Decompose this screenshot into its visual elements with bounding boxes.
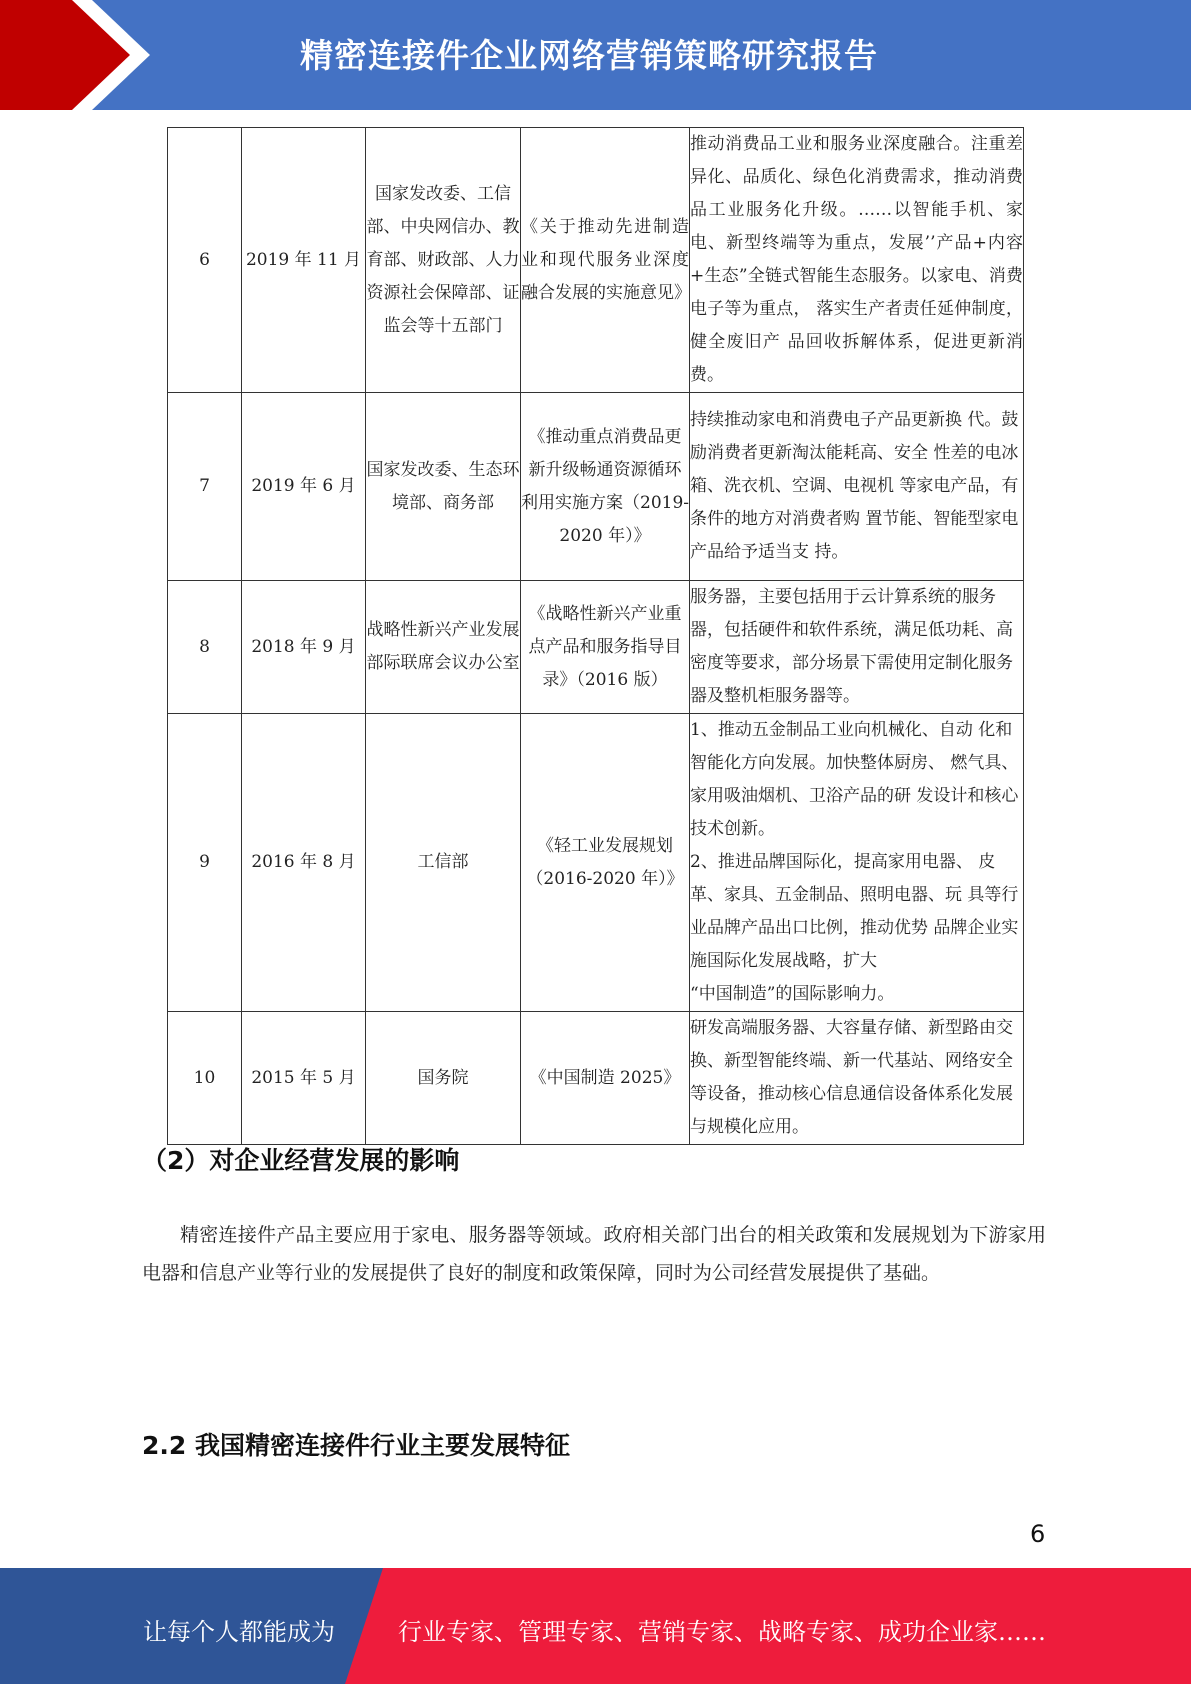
issuing-department: 国家发改委、工信部、中央网信办、教育部、财政部、人力资源社会保障部、证监会等十五部门 <box>366 128 521 393</box>
issue-date: 2019 年 11 月 <box>242 128 366 393</box>
content-paragraph: 研发高端服务器、大容量存储、新型路由交换、新型智能终端、新一代基站、网络安全等设备，推动核心信息通信设备体系化发展与规模化应用。 <box>690 1018 1013 1137</box>
table-row <box>168 581 1024 714</box>
issuing-department: 战略性新兴产业发展部际联席会议办公室 <box>366 581 521 714</box>
policy-content <box>690 128 1024 393</box>
policy-document: 《推动重点消费品更新升级畅通资源循环利用实施方案（2019-2020 年）》 <box>521 393 690 581</box>
row-number: 9 <box>168 714 242 1012</box>
row-number: 10 <box>168 1012 242 1145</box>
subsection-heading: （2）对企业经营发展的影响 <box>142 1146 460 1175</box>
policy-content <box>690 714 1024 1012</box>
issuing-department: 国务院 <box>366 1012 521 1145</box>
row-number: 7 <box>168 393 242 581</box>
footer-slogan-left: 让每个人都能成为 <box>143 1618 335 1646</box>
table-row <box>168 128 1024 393</box>
content-paragraph: “中国制造”的国际影响力。 <box>690 984 895 1004</box>
table-row <box>168 393 1024 581</box>
content-paragraph: 2、推进品牌国际化，提高家用电器、 皮革、家具、五金制品、照明电器、玩 具等行业品牌产品出口比例，推动优势 品牌企业实施国际化发展战略，扩大 <box>690 852 1019 971</box>
issue-date: 2016 年 8 月 <box>242 714 366 1012</box>
policy-document: 《关于推动先进制造业和现代服务业深度融合发展的实施意见》 <box>521 128 690 393</box>
issue-date: 2018 年 9 月 <box>242 581 366 714</box>
policy-document: 《中国制造 2025》 <box>521 1012 690 1145</box>
report-title: 精密连接件企业网络营销策略研究报告 <box>300 36 878 75</box>
policy-content <box>690 1012 1024 1145</box>
section-heading: 2.2 我国精密连接件行业主要发展特征 <box>142 1431 570 1460</box>
footer-slogan-right: 行业专家、管理专家、营销专家、战略专家、成功企业家…… <box>398 1618 1046 1646</box>
content-paragraph: 持续推动家电和消费电子产品更新换 代。鼓励消费者更新淘汰能耗高、安全 性差的电冰箱、洗衣机、空调、电视机 等家电产品，有条件的地方对消费者购 置节能、智能型家电产品给予适当支 持。 <box>690 410 1019 562</box>
red-chevron-graphic <box>0 0 150 110</box>
body-paragraph: 精密连接件产品主要应用于家电、服务器等领域。政府相关部门出台的相关政策和发展规划为下游家用电器和信息产业等行业的发展提供了良好的制度和政策保障，同时为公司经营发展提供了基础。 <box>142 1224 1046 1284</box>
policy-document: 《战略性新兴产业重点产品和服务指导目录》（2016 版） <box>521 581 690 714</box>
content-paragraph: 1、推动五金制品工业向机械化、自动 化和智能化方向发展。加快整体厨房、 燃气具、家用吸油烟机、卫浴产品的研 发设计和核心技术创新。 <box>690 720 1019 839</box>
policy-table <box>167 127 1024 1145</box>
content-paragraph: 服务器，主要包括用于云计算系统的服务器，包括硬件和软件系统，满足低功耗、高密度等要求，部分场景下需使用定制化服务器及整机柜服务器等。 <box>690 587 1013 706</box>
table-row <box>168 1012 1024 1145</box>
row-number: 6 <box>168 128 242 393</box>
issue-date: 2019 年 6 月 <box>242 393 366 581</box>
policy-content <box>690 393 1024 581</box>
page-header <box>0 0 1191 110</box>
page-footer <box>0 1568 1191 1684</box>
policy-content <box>690 581 1024 714</box>
content-paragraph: 推动消费品工业和服务业深度融合。注重差异化、品质化、绿色化消费需求，推动消费品工业服务化升级。……以智能手机、家电、新型终端等为重点，发展’’产品+内容+生态”全链式智能生态服务。以家电、消费电子等为重点， 落实生产者责任延伸制度，健全废旧产 品回收拆解体系，促进更新消费。 <box>690 134 1023 385</box>
issuing-department: 国家发改委、生态环境部、商务部 <box>366 393 521 581</box>
policy-document: 《轻工业发展规划（2016-2020 年）》 <box>521 714 690 1012</box>
issuing-department: 工信部 <box>366 714 521 1012</box>
table-row <box>168 714 1024 1012</box>
page-number: 6 <box>1030 1520 1046 1548</box>
row-number: 8 <box>168 581 242 714</box>
issue-date: 2015 年 5 月 <box>242 1012 366 1145</box>
